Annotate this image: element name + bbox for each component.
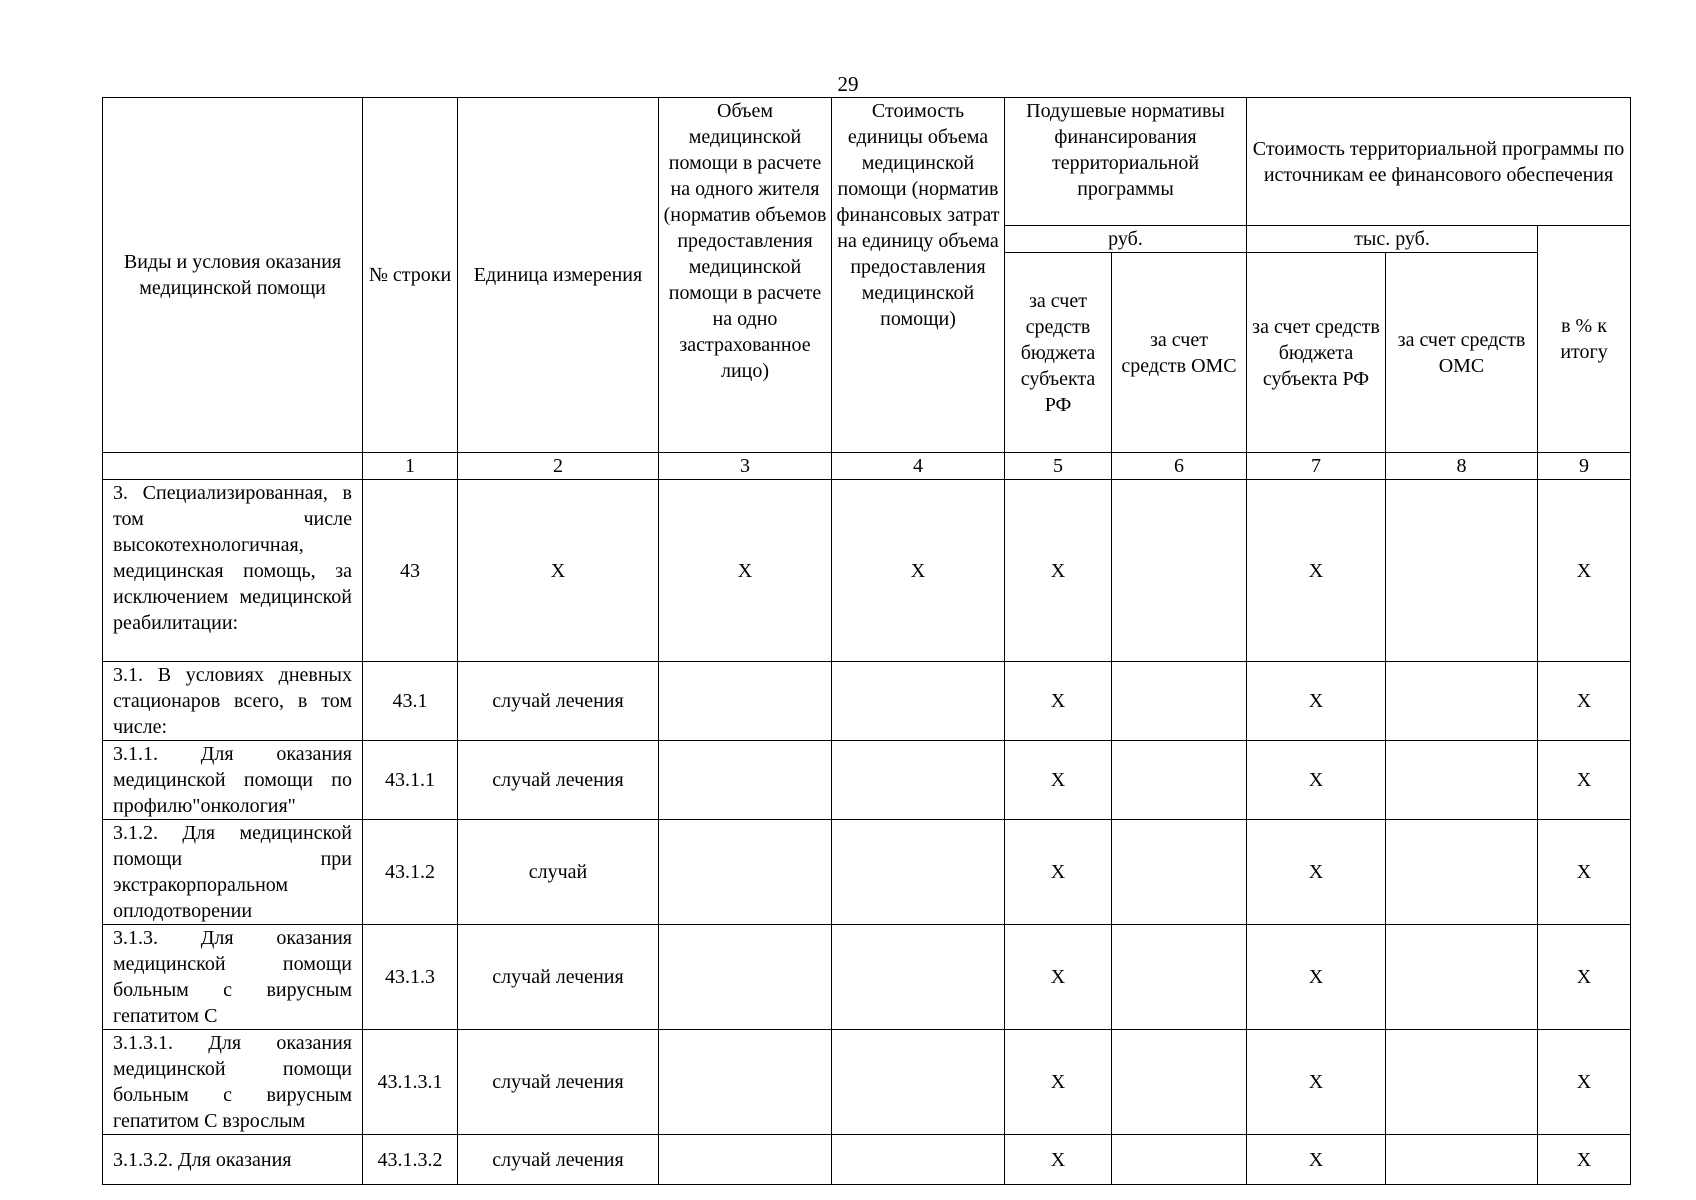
row-oms-rub — [1112, 662, 1247, 741]
row-budget-rub: X — [1005, 741, 1112, 820]
row-budget-rub: X — [1005, 1030, 1112, 1135]
row-cost-unit — [832, 925, 1005, 1030]
row-volume — [659, 662, 832, 741]
row-budget-rub: X — [1005, 820, 1112, 925]
table-row — [103, 1030, 1631, 1135]
column-number: 1 — [363, 453, 458, 480]
table-row — [103, 741, 1631, 820]
row-unit: случай лечения — [458, 1030, 659, 1135]
row-name: 3.1.2. Для медицинской помощи при экстракорпоральном оплодотворении — [103, 820, 363, 925]
row-oms-rub — [1112, 1135, 1247, 1185]
row-percent: X — [1538, 741, 1631, 820]
row-number: 43 — [363, 480, 458, 662]
row-budget-thousand: X — [1247, 741, 1386, 820]
row-budget-thousand: X — [1247, 480, 1386, 662]
row-budget-rub: X — [1005, 925, 1112, 1030]
row-name: 3.1.3. Для оказания медицинской помощи больным с вирусным гепатитом С — [103, 925, 363, 1030]
row-cost-unit — [832, 1135, 1005, 1185]
header-oms-2: за счет средств ОМС — [1386, 253, 1538, 453]
row-budget-thousand: X — [1247, 662, 1386, 741]
header-oms: за счет средств ОМС — [1112, 253, 1247, 453]
header-thousand-rub: тыс. руб. — [1247, 226, 1538, 253]
row-budget-thousand: X — [1247, 925, 1386, 1030]
row-unit: X — [458, 480, 659, 662]
row-percent: X — [1538, 480, 1631, 662]
table-row — [103, 925, 1631, 1030]
table-row — [103, 1135, 1631, 1185]
row-percent: X — [1538, 1030, 1631, 1135]
program-cost-table — [102, 97, 1631, 1185]
row-oms-thousand — [1386, 820, 1538, 925]
row-oms-thousand — [1386, 925, 1538, 1030]
row-percent: X — [1538, 662, 1631, 741]
row-budget-rub: X — [1005, 480, 1112, 662]
row-oms-thousand — [1386, 1135, 1538, 1185]
row-volume: X — [659, 480, 832, 662]
row-unit: случай лечения — [458, 662, 659, 741]
row-oms-rub — [1112, 480, 1247, 662]
header-volume: Объем медицинской помощи в расчете на одного жителя (норматив объемов предоставления медицинской помощи в расчете на одно застрахованное лицо) — [659, 98, 832, 453]
row-budget-thousand: X — [1247, 1030, 1386, 1135]
row-oms-thousand — [1386, 662, 1538, 741]
header-budget-2: за счет средств бюджета субъекта РФ — [1247, 253, 1386, 453]
row-volume — [659, 741, 832, 820]
row-name: 3.1. В условиях дневных стационаров всего, в том числе: — [103, 662, 363, 741]
header-per-capita: Подушевые нормативы финансирования территориальной программы — [1005, 98, 1247, 226]
row-percent: X — [1538, 820, 1631, 925]
row-percent: X — [1538, 925, 1631, 1030]
column-number: 8 — [1386, 453, 1538, 480]
row-oms-rub — [1112, 1030, 1247, 1135]
row-cost-unit — [832, 662, 1005, 741]
table-row — [103, 662, 1631, 741]
row-volume — [659, 1135, 832, 1185]
row-unit: случай — [458, 820, 659, 925]
row-unit: случай лечения — [458, 741, 659, 820]
row-name: 3.1.3.1. Для оказания медицинской помощи больным с вирусным гепатитом С взрослым — [103, 1030, 363, 1135]
row-unit: случай лечения — [458, 925, 659, 1030]
header-program-cost: Стоимость территориальной программы по источникам ее финансового обеспечения — [1247, 98, 1631, 226]
header-percent: в % к итогу — [1538, 226, 1631, 453]
header-kinds: Виды и условия оказания медицинской помощи — [103, 98, 363, 453]
row-volume — [659, 820, 832, 925]
column-number: 7 — [1247, 453, 1386, 480]
row-number: 43.1.2 — [363, 820, 458, 925]
header-row-no: № строки — [363, 98, 458, 453]
page-number: 29 — [837, 72, 859, 96]
column-number: 2 — [458, 453, 659, 480]
header-rub: руб. — [1005, 226, 1247, 253]
row-volume — [659, 1030, 832, 1135]
row-number: 43.1.3.2 — [363, 1135, 458, 1185]
row-number: 43.1.1 — [363, 741, 458, 820]
row-budget-rub: X — [1005, 662, 1112, 741]
table-row — [103, 480, 1631, 662]
header-budget: за счет средств бюджета субъекта РФ — [1005, 253, 1112, 453]
row-budget-thousand: X — [1247, 1135, 1386, 1185]
row-oms-rub — [1112, 741, 1247, 820]
row-number: 43.1.3 — [363, 925, 458, 1030]
row-oms-thousand — [1386, 1030, 1538, 1135]
column-number: 4 — [832, 453, 1005, 480]
row-name: 3.1.3.2. Для оказания — [103, 1135, 363, 1185]
row-percent: X — [1538, 1135, 1631, 1185]
header-unit: Единица измерения — [458, 98, 659, 453]
row-oms-rub — [1112, 820, 1247, 925]
row-number: 43.1.3.1 — [363, 1030, 458, 1135]
row-cost-unit — [832, 1030, 1005, 1135]
row-oms-thousand — [1386, 741, 1538, 820]
row-cost-unit: X — [832, 480, 1005, 662]
column-number-blank — [103, 453, 363, 480]
table-row — [103, 820, 1631, 925]
column-number: 5 — [1005, 453, 1112, 480]
row-oms-thousand — [1386, 480, 1538, 662]
row-oms-rub — [1112, 925, 1247, 1030]
row-cost-unit — [832, 820, 1005, 925]
column-number: 3 — [659, 453, 832, 480]
column-number-row — [103, 453, 1631, 480]
row-unit: случай лечения — [458, 1135, 659, 1185]
row-budget-rub: X — [1005, 1135, 1112, 1185]
column-number: 9 — [1538, 453, 1631, 480]
column-number: 6 — [1112, 453, 1247, 480]
row-cost-unit — [832, 741, 1005, 820]
row-name: 3.1.1. Для оказания медицинской помощи по профилю"онкология" — [103, 741, 363, 820]
row-volume — [659, 925, 832, 1030]
header-cost-unit: Стоимость единицы объема медицинской помощи (норматив финансовых затрат на единицу объема предоставления медицинской помощи) — [832, 98, 1005, 453]
row-budget-thousand: X — [1247, 820, 1386, 925]
row-name: 3. Специализированная, в том числе высокотехнологичная, медицинская помощь, за исключением медицинской реабилитации: — [103, 480, 363, 662]
row-number: 43.1 — [363, 662, 458, 741]
